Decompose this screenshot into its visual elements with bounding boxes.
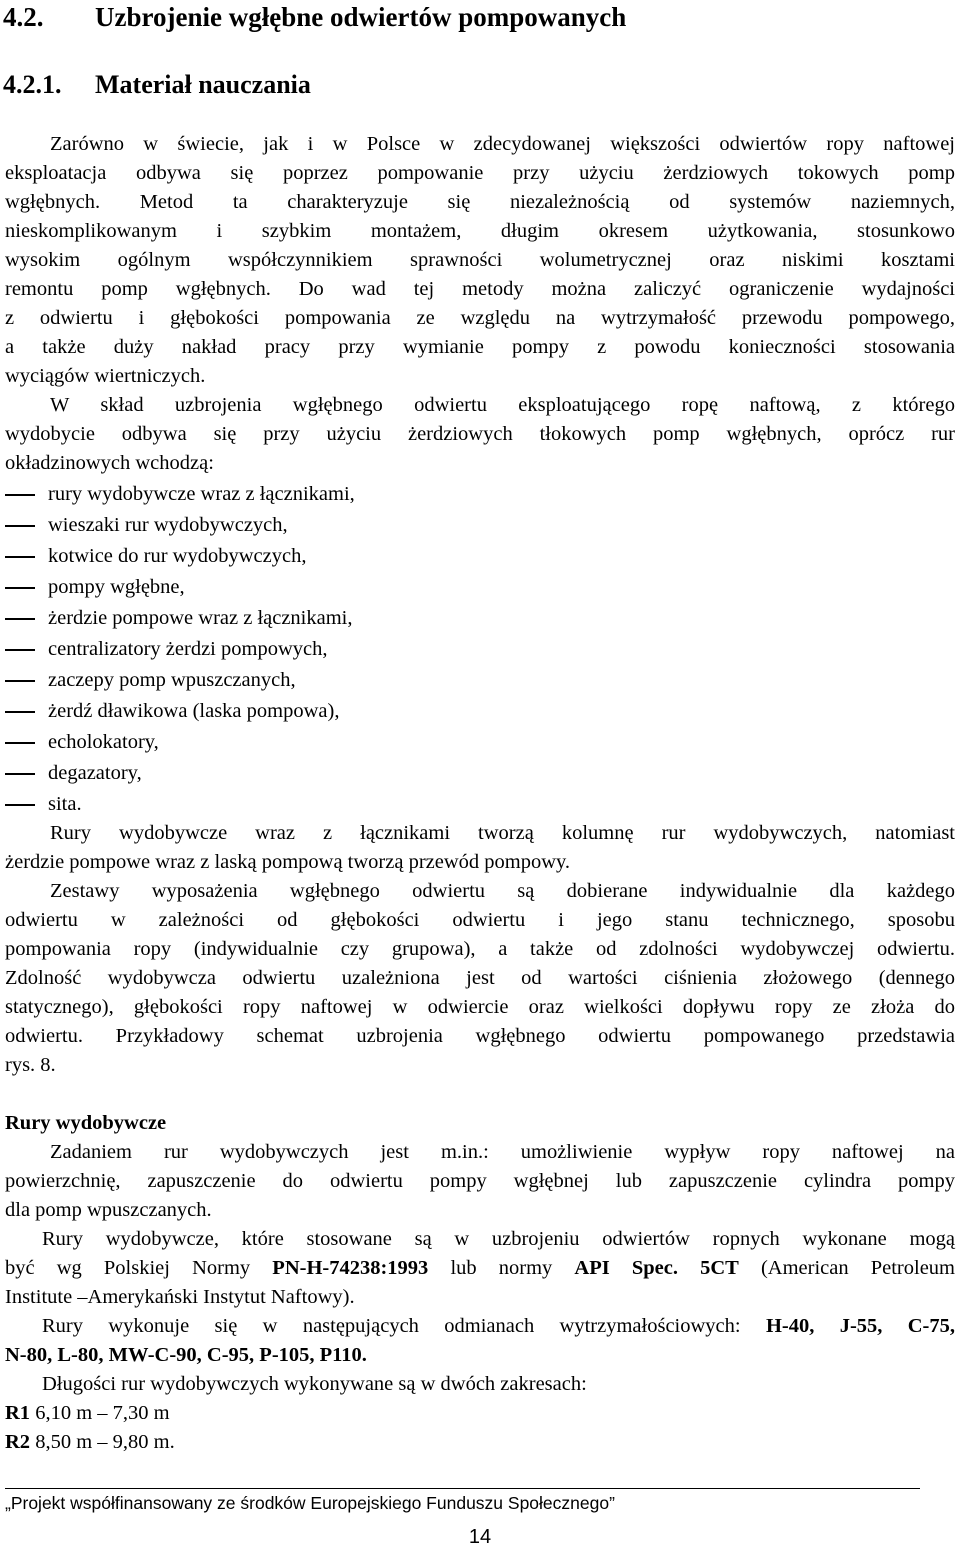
paragraph-line: odwiertu. Przykładowy schemat uzbrojenia wgłębnego odwiertu pompowanego przedstawia bbox=[5, 1025, 955, 1047]
dash-bullet-icon bbox=[5, 804, 35, 806]
paragraph-line: rys. 8. bbox=[5, 1054, 56, 1076]
range-r2: R2 8,50 m – 9,80 m. bbox=[5, 1431, 175, 1453]
paragraph-line: remontu pomp wgłębnych. Do wad tej metody można zaliczyć ograniczenie wydajności bbox=[5, 278, 955, 300]
paragraph-line: Zadaniem rur wydobywczych jest m.in.: umożliwienie wypływ ropy naftowej na bbox=[50, 1141, 955, 1163]
paragraph-line: Rury wykonuje się w następujących odmianach wytrzymałościowych: H-40, J-55, C-75, bbox=[42, 1315, 956, 1337]
paragraph-line: odwiertu w zależności od głębokości odwiertu i jego stanu technicznego, sposobu bbox=[5, 909, 955, 931]
section-heading-rury: Rury wydobywcze bbox=[5, 1112, 167, 1134]
dash-bullet-icon bbox=[5, 711, 35, 713]
paragraph-line: okładzinowych wchodzą: bbox=[5, 452, 214, 474]
subheading-title: Materiał nauczania bbox=[95, 70, 311, 99]
grades-list: H-40, J-55, C-75, bbox=[765, 1315, 956, 1337]
paragraph-line: wydobycie odbywa się przy użyciu żerdziowych tłokowych pomp wgłębnych, oprócz rur bbox=[5, 423, 955, 445]
dash-bullet-icon bbox=[5, 494, 35, 496]
paragraph-line: żerdzie pompowe wraz z laską pompową tworzą przewód pompowy. bbox=[5, 851, 571, 873]
standard-api: API Spec. 5CT bbox=[574, 1257, 739, 1279]
heading-title: Uzbrojenie wgłębne odwiertów pompowanych bbox=[95, 2, 627, 32]
paragraph-line: Zarówno w świecie, jak i w Polsce w zdecydowanej większości odwiertów ropy naftowej bbox=[50, 133, 955, 155]
paragraph-line: powierzchnię, zapuszczenie do odwiertu pompy wgłębnej lub zapuszczenie cylindra pompy bbox=[5, 1170, 955, 1192]
range-r1: R1 6,10 m – 7,30 m bbox=[5, 1402, 170, 1424]
dash-bullet-icon bbox=[5, 742, 35, 744]
dash-bullet-icon bbox=[5, 556, 35, 558]
paragraph-line: wyciągów wiertniczych. bbox=[5, 365, 206, 387]
dash-bullet-icon bbox=[5, 649, 35, 651]
document-page: 4.2. Uzbrojenie wgłębne odwiertów pompowanych 4.2.1. Materiał nauczania Zarówno w świecie, jak i w Polsce w zdecydowanej większości odwiertów ropy naftowej eksploatacja odbywa się poprzez pompowanie przy użyciu żerdziowych tokowych pomp wgłębnych. Metod ta charakteryzuje się niezależnością od systemów naziemnych, nieskomplikowanym i szybkim montażem, długim okresem użytkowania, stosunkowo wysokim ogólnym współczynnikiem sprawności wolumetrycznej oraz niskimi kosztami remontu pomp wgłębnych. Do wad tej metody można zaliczyć ograniczenie wydajności z odwiertu i głębokości pompowania ze względu na wytrzymałość przewodu pompowego, a także duży nakład pracy przy wymianie pompy z powodu konieczności stosowania wyciągów wiertniczych. W skład uzbrojenia wgłębnego odwiertu eksploatującego ropę naftową, z którego wydobycie odbywa się przy użyciu żerdziowych tłokowych pomp wgłębnych, oprócz rur okładzinowych wchodzą: rury wydobywcze wraz z łącznikami, wieszaki rur wydobywczych, kotwice do rur wydobywczych, pompy wgłębne, żerdzie pompowe wraz z łącznikami, centralizatory żerdzi pompowych, zaczepy pomp wpuszczanych, żerdź dławikowa (laska pompowa), echolokatory, degazatory, sita. Rury wydobywcze wraz z łącznikami tworzą kolumnę rur wydobywczych, natomiast żerdzie pompowe wraz z laską pompową tworzą przewód pompowy. Zestawy wyposażenia wgłębnego odwiertu są dobierane indywidualnie dla każdego odwiertu w zależności od głębokości odwiertu i jego stanu technicznego, sposobu pompowania ropy (indywidualnie czy grupowa), a także od zdolności wydobywczej odwiertu. Zdolność wydobywcza odwiertu uzależniona jest od wartości ciśnienia złożowego (dennego statycznego), głębokości ropy naftowej w odwiercie oraz wielkości dopływu ropy ze złoża do odwiertu. Przykładowy schemat uzbrojenia wgłębnego odwiertu pompowanego przedstawia rys. 8. Rury wydobywcze Zadaniem rur wydobywczych jest m.in.: umożliwienie wypływ ropy naftowej na powierzchnię, zapuszczenie do odwiertu pompy wgłębnej lub zapuszczenie cylindra pompy dla pomp wpuszczanych. Rury wydobywcze, które stosowane są w uzbrojeniu odwiertów ropnych wykonane mogą być wg Polskiej Normy PN-H-74238:1993 lub normy API Spec. 5CT (American Petroleum Institute –Amerykański Instytut Naftowy). Rury wykonuje się w następujących odmianach wytrzymałościowych: H-40, J-55, C-75, N-80, L-80, MW-C-90, C-95, P-105, P110. Długości rur wydobywczych wykonywane są w dwóch zakresach: R1 6,10 m – 7,30 m R2 8,50 m – 9,80 m. „Projekt współfinansowany ze środków Europejskiego Funduszu Społecznego” 14 bbox=[0, 0, 960, 1549]
paragraph-line: Długości rur wydobywczych wykonywane są w dwóch zakresach: bbox=[42, 1373, 587, 1395]
dash-bullet-icon bbox=[5, 525, 35, 527]
footer-text: „Projekt współfinansowany ze środków Europejskiego Funduszu Społecznego” bbox=[5, 1493, 615, 1513]
paragraph-line: Rury wydobywcze wraz z łącznikami tworzą kolumnę rur wydobywczych, natomiast bbox=[50, 822, 955, 844]
dash-bullet-icon bbox=[5, 618, 35, 620]
subheading-number: 4.2.1. bbox=[3, 70, 62, 99]
paragraph-line: a także duży nakład pracy przy wymianie pompy z powodu konieczności stosowania bbox=[5, 336, 955, 358]
section-heading-main bbox=[3, 0, 626, 34]
paragraph-line: Zdolność wydobywcza odwiertu uzależniona jest od wartości ciśnienia złożowego (dennego bbox=[5, 967, 955, 989]
heading-number: 4.2. bbox=[3, 2, 44, 32]
grades-list-continued: N-80, L-80, MW-C-90, C-95, P-105, P110. bbox=[5, 1344, 367, 1366]
standard-pn: PN-H-74238:1993 bbox=[272, 1257, 429, 1279]
paragraph-line: być wg Polskiej Normy PN-H-74238:1993 lub normy API Spec. 5CT (American Petroleum bbox=[5, 1257, 955, 1279]
paragraph-line: z odwiertu i głębokości pompowania ze względu na wytrzymałość przewodu pompowego, bbox=[5, 307, 955, 329]
page-number: 14 bbox=[468, 1526, 492, 1548]
paragraph-line: W skład uzbrojenia wgłębnego odwiertu eksploatującego ropę naftową, z którego bbox=[50, 394, 955, 416]
paragraph-line: pompowania ropy (indywidualnie czy grupowa), a także od zdolności wydobywczej odwiertu. bbox=[5, 938, 955, 960]
paragraph-line: wgłębnych. Metod ta charakteryzuje się niezależnością od systemów naziemnych, bbox=[5, 191, 955, 213]
dash-bullet-icon bbox=[5, 773, 35, 775]
paragraph-line: dla pomp wpuszczanych. bbox=[5, 1199, 212, 1221]
paragraph-line: Zestawy wyposażenia wgłębnego odwiertu są dobierane indywidualnie dla każdego bbox=[50, 880, 955, 902]
paragraph-line: nieskomplikowanym i szybkim montażem, długim okresem użytkowania, stosunkowo bbox=[5, 220, 955, 242]
subsection-heading bbox=[3, 68, 311, 102]
paragraph-line: wysokim ogólnym współczynnikiem sprawności wolumetrycznej oraz niskimi kosztami bbox=[5, 249, 955, 271]
dash-bullet-icon bbox=[5, 680, 35, 682]
paragraph-line: Rury wydobywcze, które stosowane są w uzbrojeniu odwiertów ropnych wykonane mogą bbox=[42, 1228, 955, 1250]
paragraph-line: eksploatacja odbywa się poprzez pompowanie przy użyciu żerdziowych tokowych pomp bbox=[5, 162, 955, 184]
dash-bullet-icon bbox=[5, 587, 35, 589]
paragraph-line: statycznego), głębokości ropy naftowej w odwiercie oraz wielkości dopływu ropy ze złoża do bbox=[5, 996, 955, 1018]
paragraph-line: Institute –Amerykański Instytut Naftowy). bbox=[5, 1286, 355, 1308]
footer-divider bbox=[5, 1488, 920, 1489]
